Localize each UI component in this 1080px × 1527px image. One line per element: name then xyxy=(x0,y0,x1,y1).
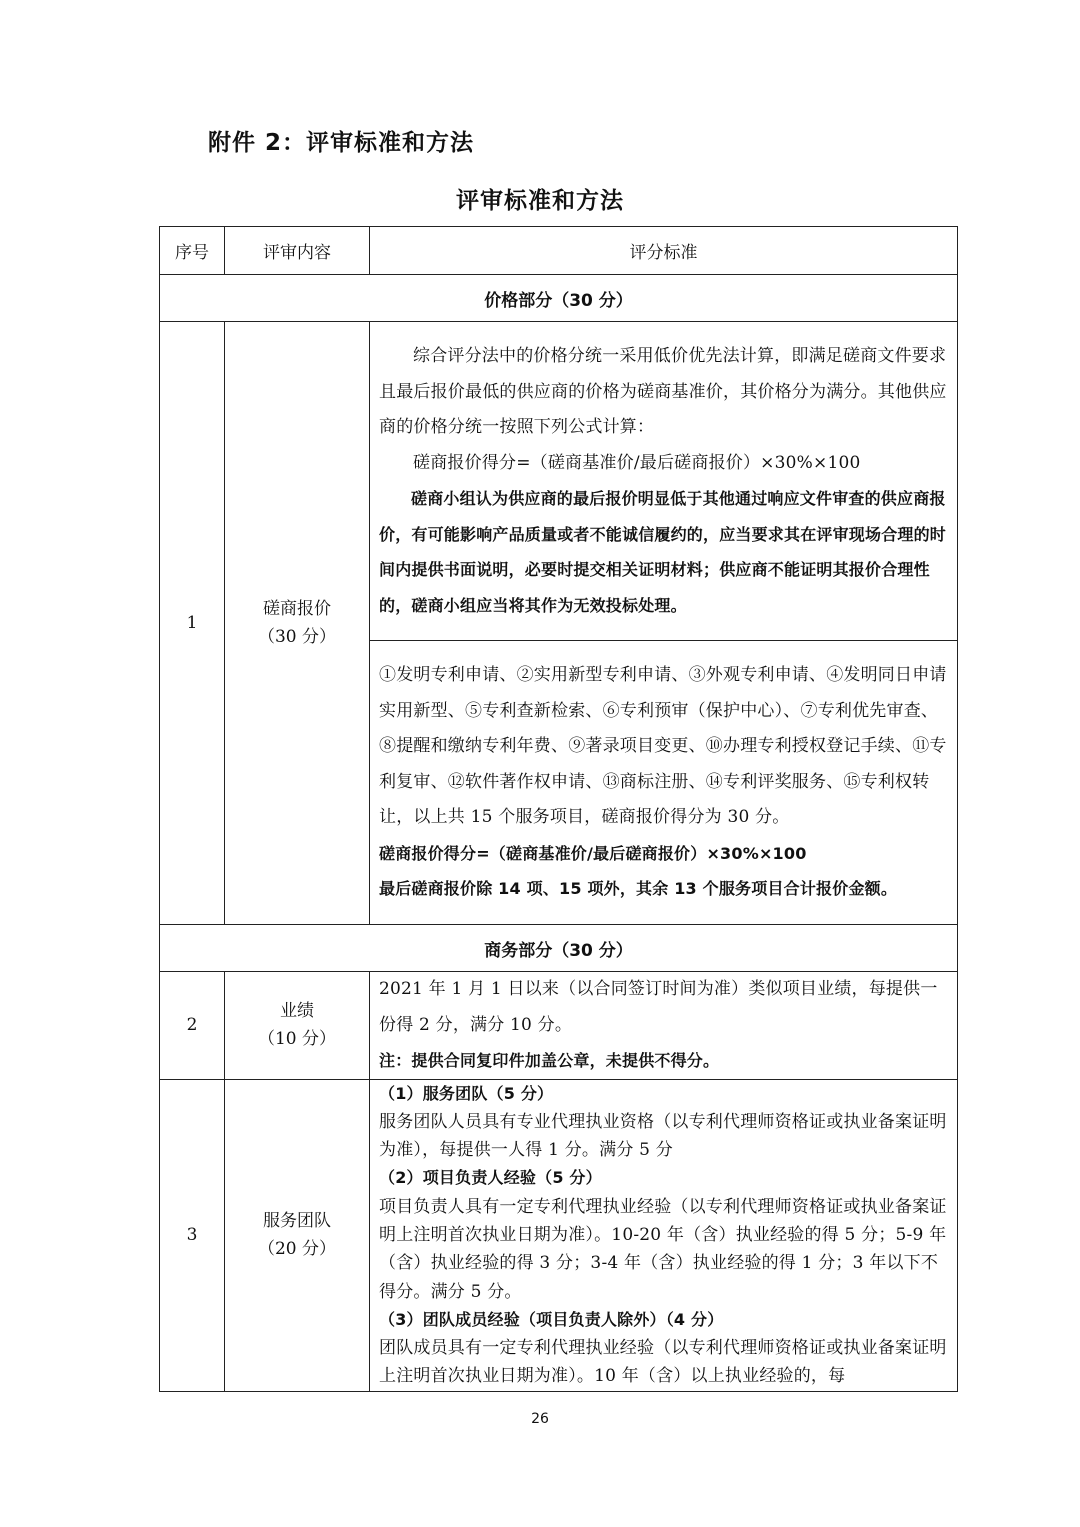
criteria-text: 服务团队人员具有专业代理执业资格（以专利代理师资格证或执业备案证明为准），每提供一人得 1 分。满分 5 分 xyxy=(379,1111,947,1161)
row-seq: 3 xyxy=(160,1079,225,1391)
criteria-text: 团队成员具有一定专利代理执业经验（以专利代理师资格证或执业备案证明上注明首次执业日期为准）。10 年（含）以上执业经验的，每 xyxy=(379,1338,947,1387)
section-row-price xyxy=(160,275,958,322)
section-price-label: 价格部分（30 分） xyxy=(160,275,958,322)
header-seq: 序号 xyxy=(160,227,225,275)
item-name: 业绩 xyxy=(280,1001,314,1022)
subheading: （1）服务团队（5 分） xyxy=(379,1083,554,1103)
table-row xyxy=(160,972,958,1080)
header-content: 评审内容 xyxy=(225,227,370,275)
section-row-business xyxy=(160,925,958,972)
item-score: （20 分） xyxy=(257,1239,337,1260)
table-title: 评审标准和方法 xyxy=(456,188,624,214)
formula-text: 磋商报价得分=（磋商基准价/最后磋商报价）×30%×100 xyxy=(413,452,861,473)
item-name: 磋商报价 xyxy=(263,599,331,619)
criteria-text: 综合评分法中的价格分统一采用低价优先法计算，即满足磋商文件要求且最后报价最低的供应商的价格为磋商基准价，其价格分为满分。其他供应商的价格分统一按照下列公式计算： xyxy=(379,346,947,437)
section-business-label: 商务部分（30 分） xyxy=(160,925,958,972)
header-standard: 评分标准 xyxy=(370,227,958,275)
criteria-note: 注：提供合同复印件加盖公章，未提供不得分。 xyxy=(379,1051,720,1070)
row-seq: 1 xyxy=(160,322,225,925)
subheading: （3）团队成员经验（项目负责人除外）（4 分） xyxy=(379,1309,724,1329)
service-items-text: ①发明专利申请、②实用新型专利申请、③外观专利申请、④发明同日申请实用新型、⑤专利查新检索、⑥专利预审（保护中心）、⑦专利优先审查、⑧提醒和缴纳专利年费、⑨著录项目变更、⑩办理专利授权登记手续、⑪专利复审、⑫软件著作权申请、⑬商标注册、⑭专利评奖服务、⑮专利权转让，以上共 15 个服务项目，磋商报价得分为 30 分。 xyxy=(379,665,947,828)
row-item xyxy=(225,972,370,1080)
table-row xyxy=(160,1079,958,1391)
item-score: （30 分） xyxy=(257,627,337,647)
criteria-cell xyxy=(370,641,958,925)
item-score: （10 分） xyxy=(257,1029,337,1050)
item-name: 服务团队 xyxy=(263,1211,331,1232)
criteria-bold-text: 磋商小组认为供应商的最后报价明显低于其他通过响应文件审查的供应商报价，有可能影响产品质量或者不能诚信履约的，应当要求其在评审现场合理的时间内提供书面说明，必要时提交相关证明材料；供应商不能证明其报价合理性的，磋商小组应当将其作为无效投标处理。 xyxy=(379,489,947,615)
row-seq: 2 xyxy=(160,972,225,1080)
evaluation-table xyxy=(159,226,958,1392)
page-number: 26 xyxy=(531,1411,549,1427)
criteria-bold-text: 最后磋商报价除 14 项、15 项外，其余 13 个服务项目合计报价金额。 xyxy=(379,879,898,899)
formula-text-bold: 磋商报价得分=（磋商基准价/最后磋商报价）×30%×100 xyxy=(379,843,807,863)
criteria-cell xyxy=(370,972,958,1080)
subheading: （2）项目负责人经验（5 分） xyxy=(379,1168,602,1188)
table-header-row xyxy=(160,227,958,275)
row-item xyxy=(225,322,370,925)
attachment-title: 附件 2：评审标准和方法 xyxy=(208,130,475,156)
criteria-cell xyxy=(370,1079,958,1391)
criteria-text: 项目负责人具有一定专利代理执业经验（以专利代理师资格证或执业备案证明上注明首次执业日期为准）。10-20 年（含）执业经验的得 5 分；5-9 年（含）执业经验的得 3 分；3-4 年（含）执业经验的得 1 分；3 年以下不得分。满分 5 分。 xyxy=(379,1196,947,1302)
criteria-cell xyxy=(370,322,958,641)
criteria-text: 2021 年 1 月 1 日以来（以合同签订时间为准）类似项目业绩，每提供一份得 2 分，满分 10 分。 xyxy=(379,979,938,1035)
table-row xyxy=(160,322,958,641)
row-item xyxy=(225,1079,370,1391)
